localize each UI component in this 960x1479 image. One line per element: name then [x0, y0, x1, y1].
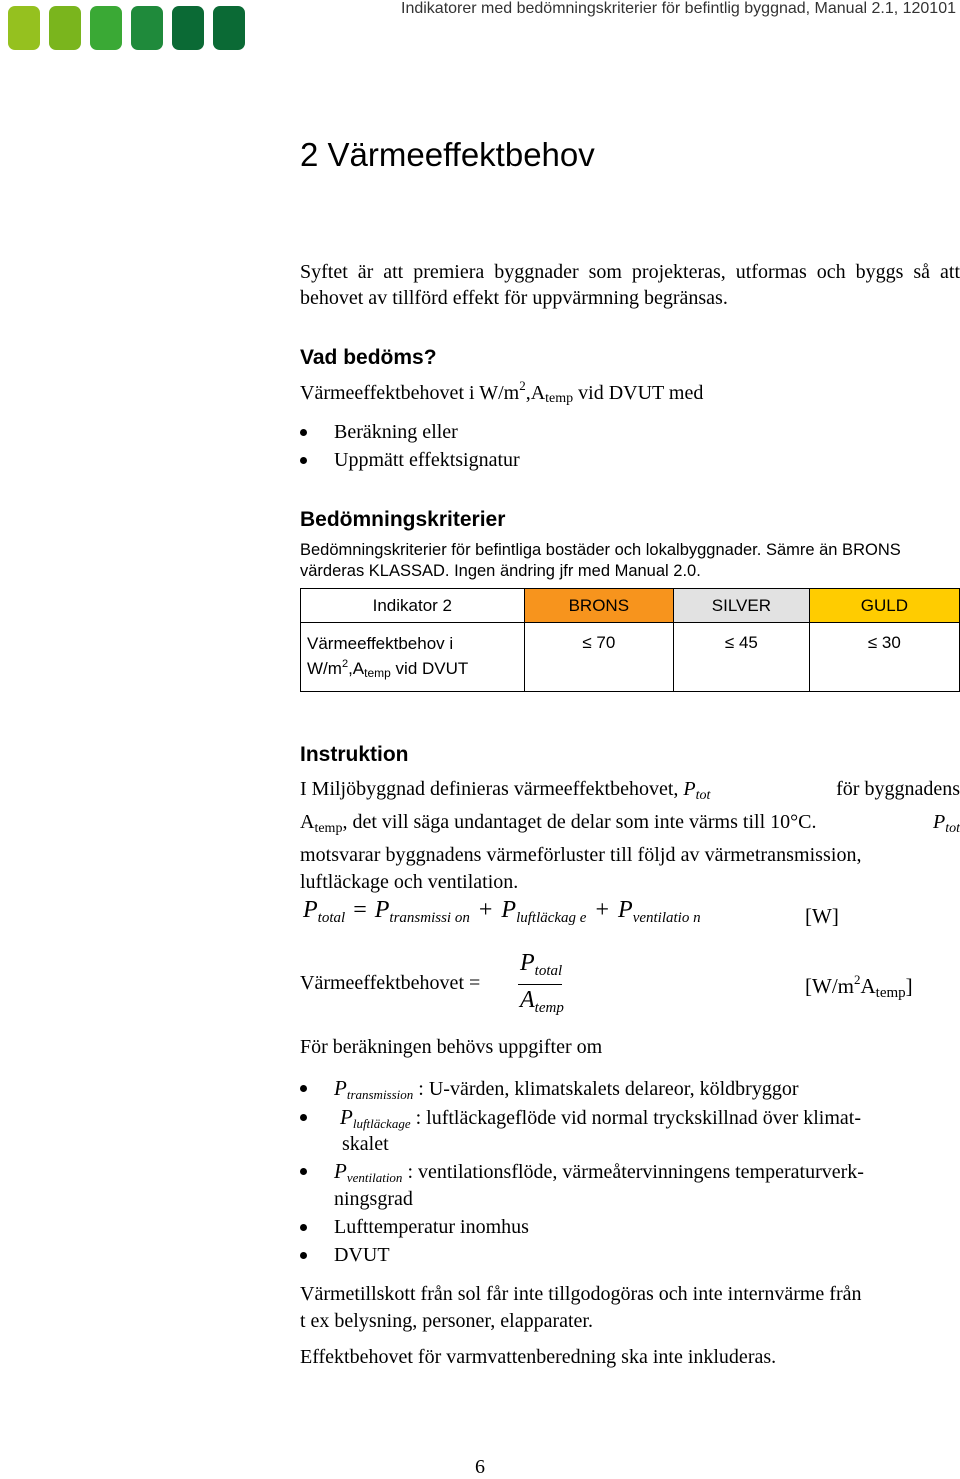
formula-ptotal-unit: [W]	[805, 904, 839, 928]
value-brons: ≤ 70	[524, 623, 673, 692]
header-brons: BRONS	[524, 589, 673, 623]
formula-ptotal: $P_{total} = P_{transmissi on} + P_{luftläckag e} + P_{ventilatio n}$	[303, 897, 701, 926]
logo-square-3	[90, 6, 122, 50]
logo-square-1	[8, 6, 40, 50]
vad-bedoms-heading: Vad bedöms?	[300, 346, 437, 369]
header-silver: SILVER	[674, 589, 810, 623]
table-row	[301, 623, 960, 692]
chapter-title-text: Värmeeffektbehov	[327, 136, 595, 173]
table-header-row	[301, 589, 960, 623]
list-item-continuation: ningsgrad	[334, 1188, 413, 1210]
value-guld: ≤ 30	[809, 623, 959, 692]
header-text: Indikatorer med bedömningskriterier för befintlig byggnad, Manual 2.1, 120101	[401, 0, 956, 17]
logo-square-2	[49, 6, 81, 50]
chapter-number: 2	[300, 136, 319, 173]
page-number: 6	[475, 1456, 485, 1478]
bedomningskriterier-heading: Bedömningskriterier	[300, 508, 506, 531]
intro-paragraph: Syftet är att premiera byggnader som projekteras, utformas och byggs så att behovet av tillförd effekt för uppvärmning begränsas.	[300, 261, 960, 309]
chapter-title	[300, 136, 595, 174]
formula-unit: $[W/m^2Atemp]$	[805, 972, 913, 1001]
value-silver: ≤ 45	[674, 623, 810, 692]
formula-denominator: $A_{temp}$	[520, 987, 564, 1016]
header-guld: GULD	[809, 589, 959, 623]
vad-bedoms-line: Värmeeffektbehovet i $W/m^2,Atemp$ vid DVUT med	[300, 378, 704, 406]
row-label: Värmeeffektbehov i $W/m^2,Atemp$ vid DVUT	[301, 623, 525, 692]
logo-square-4	[131, 6, 163, 50]
closing-paragraph-1: Värmetillskott från sol får inte tillgodogöras och inte internvärme från t ex belysning, personer, elapparater.	[300, 1283, 862, 1332]
closing-paragraph-2: Effektbehovet för varmvattenberedning ska inte inkluderas.	[300, 1346, 777, 1368]
fraction-line	[518, 984, 562, 985]
berakning-intro: För beräkningen behövs uppgifter om	[300, 1036, 603, 1058]
criteria-table	[300, 588, 960, 692]
instruktion-paragraph: I Miljöbyggnad definieras värmeeffektbehovet, $P_{tot}$ för byggnadens $A_{temp}$, det vill säga undantaget de delar som inte värms till 10°C. $P_{tot}$ motsvarar byggnadens värmeförluster till följd av värmetransmission, luftläckage och ventilation.	[300, 778, 960, 893]
list-item-continuation: skalet	[342, 1133, 389, 1155]
bedomningskriterier-text: Bedömningskriterier för befintliga bostäder och lokalbyggnader. Sämre än BRONS värderas KLASSAD. Ingen ändring jfr med Manual 2.0.	[300, 541, 901, 580]
formula-numerator: $P_{total}$	[520, 950, 563, 979]
logo-square-5	[172, 6, 204, 50]
header-indikator: Indikator 2	[301, 589, 525, 623]
instruktion-heading: Instruktion	[300, 743, 409, 766]
formula-label: Värmeeffektbehovet =	[300, 972, 481, 994]
logo-square-6	[213, 6, 245, 50]
